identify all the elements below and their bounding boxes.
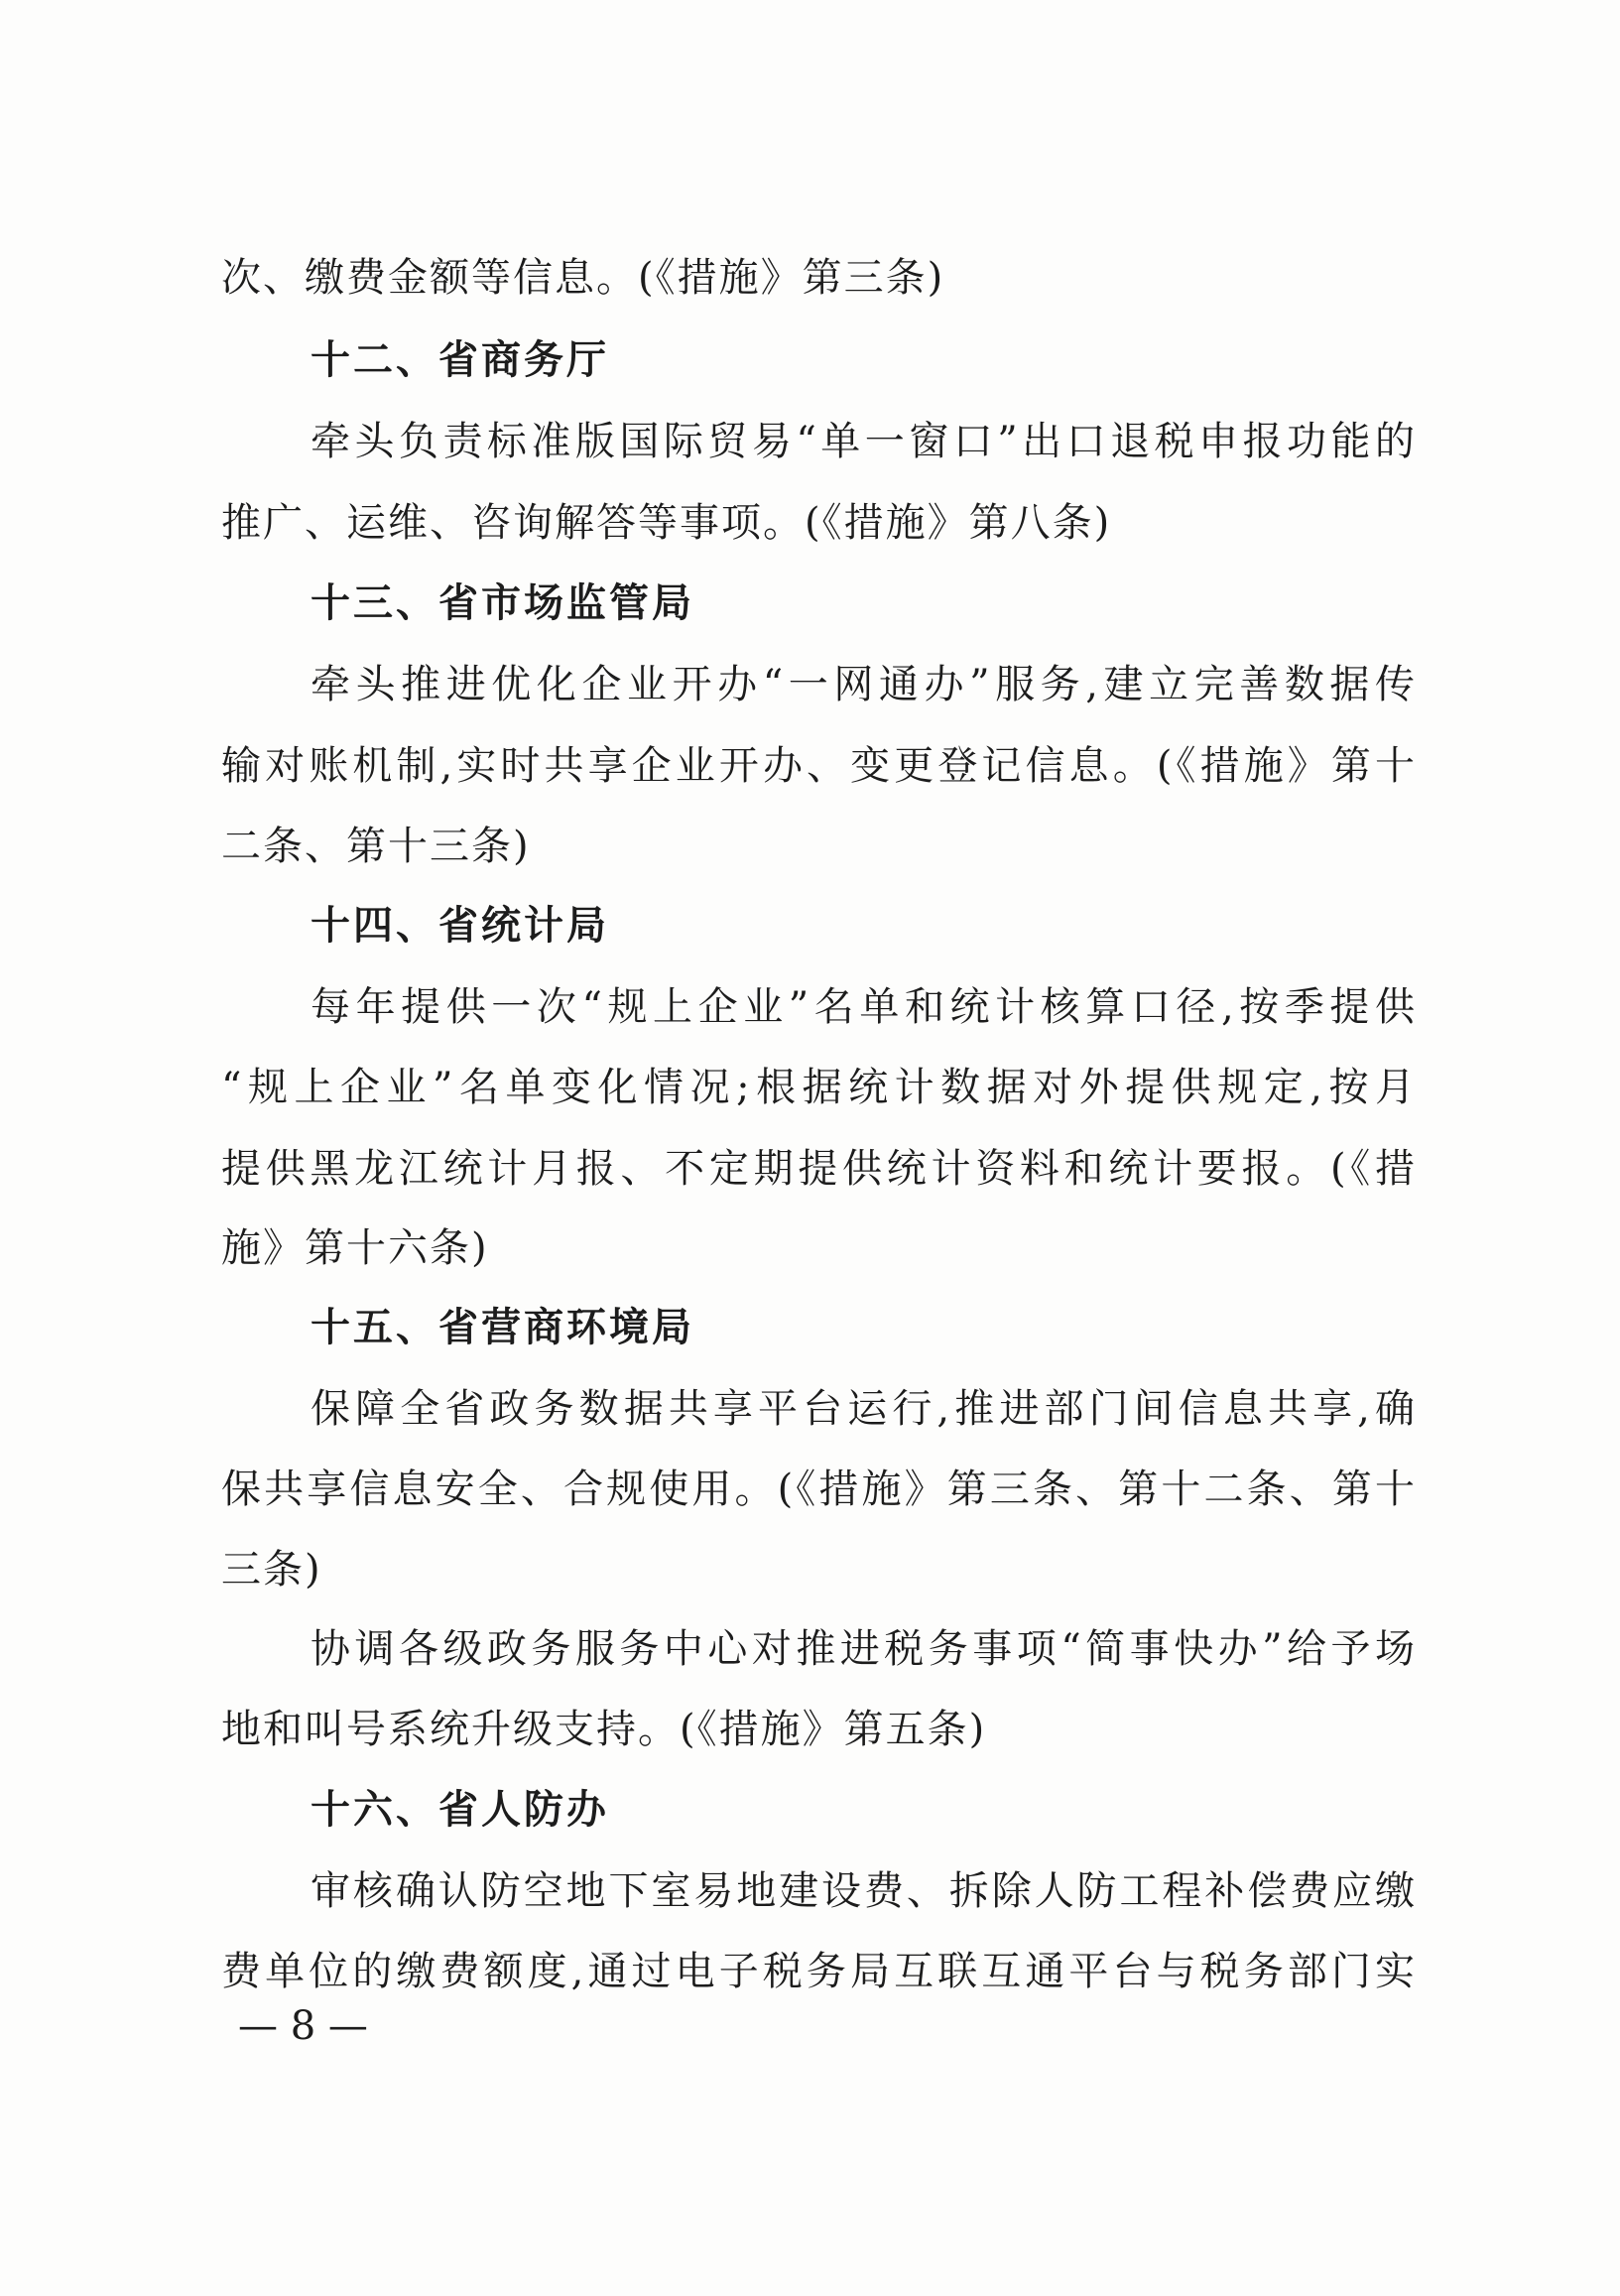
paragraph-line: 推广、运维、咨询解答等事项。(《措施》第八条): [221, 500, 1112, 546]
paragraph-line: 提供黑龙江统计月报、不定期提供统计资料和统计要报。(《措: [221, 1146, 1417, 1192]
section-heading-civil-air-defense: 十六、省人防办: [311, 1787, 609, 1833]
paragraph-line: 保共享信息安全、合规使用。(《措施》第三条、第十二条、第十: [221, 1467, 1417, 1512]
page-number: — 8 —: [238, 2003, 368, 2049]
paragraph-line: 费单位的缴费额度,通过电子税务局互联互通平台与税务部门实: [221, 1949, 1417, 1994]
paragraph-line: 施》第十六条): [221, 1225, 489, 1271]
section-heading-business-environment: 十五、省营商环境局: [311, 1305, 694, 1350]
paragraph-line: 牵头负责标准版国际贸易“单一窗口”出口退税申报功能的: [311, 419, 1417, 464]
paragraph-line: 每年提供一次“规上企业”名单和统计核算口径,按季提供: [311, 984, 1417, 1030]
paragraph-line: 协调各级政务服务中心对推进税务事项“简事快办”给予场: [311, 1626, 1417, 1672]
section-heading-statistics: 十四、省统计局: [311, 903, 609, 949]
paragraph-line: 次、缴费金额等信息。(《措施》第三条): [221, 255, 945, 301]
paragraph-line: 二条、第十三条): [221, 824, 531, 869]
section-heading-market-supervision: 十三、省市场监管局: [311, 580, 694, 626]
section-heading-commerce: 十二、省商务厅: [311, 337, 609, 383]
paragraph-line: 地和叫号系统升级支持。(《措施》第五条): [221, 1707, 987, 1752]
paragraph-line: “规上企业”名单变化情况;根据统计数据对外提供规定,按月: [221, 1065, 1417, 1110]
paragraph-line: 三条): [221, 1547, 322, 1593]
paragraph-line: 保障全省政务数据共享平台运行,推进部门间信息共享,确: [311, 1386, 1417, 1432]
paragraph-line: 审核确认防空地下室易地建设费、拆除人防工程补偿费应缴: [311, 1868, 1417, 1914]
paragraph-line: 牵头推进优化企业开办“一网通办”服务,建立完善数据传: [311, 662, 1417, 707]
paragraph-line: 输对账机制,实时共享企业开办、变更登记信息。(《措施》第十: [221, 743, 1417, 789]
